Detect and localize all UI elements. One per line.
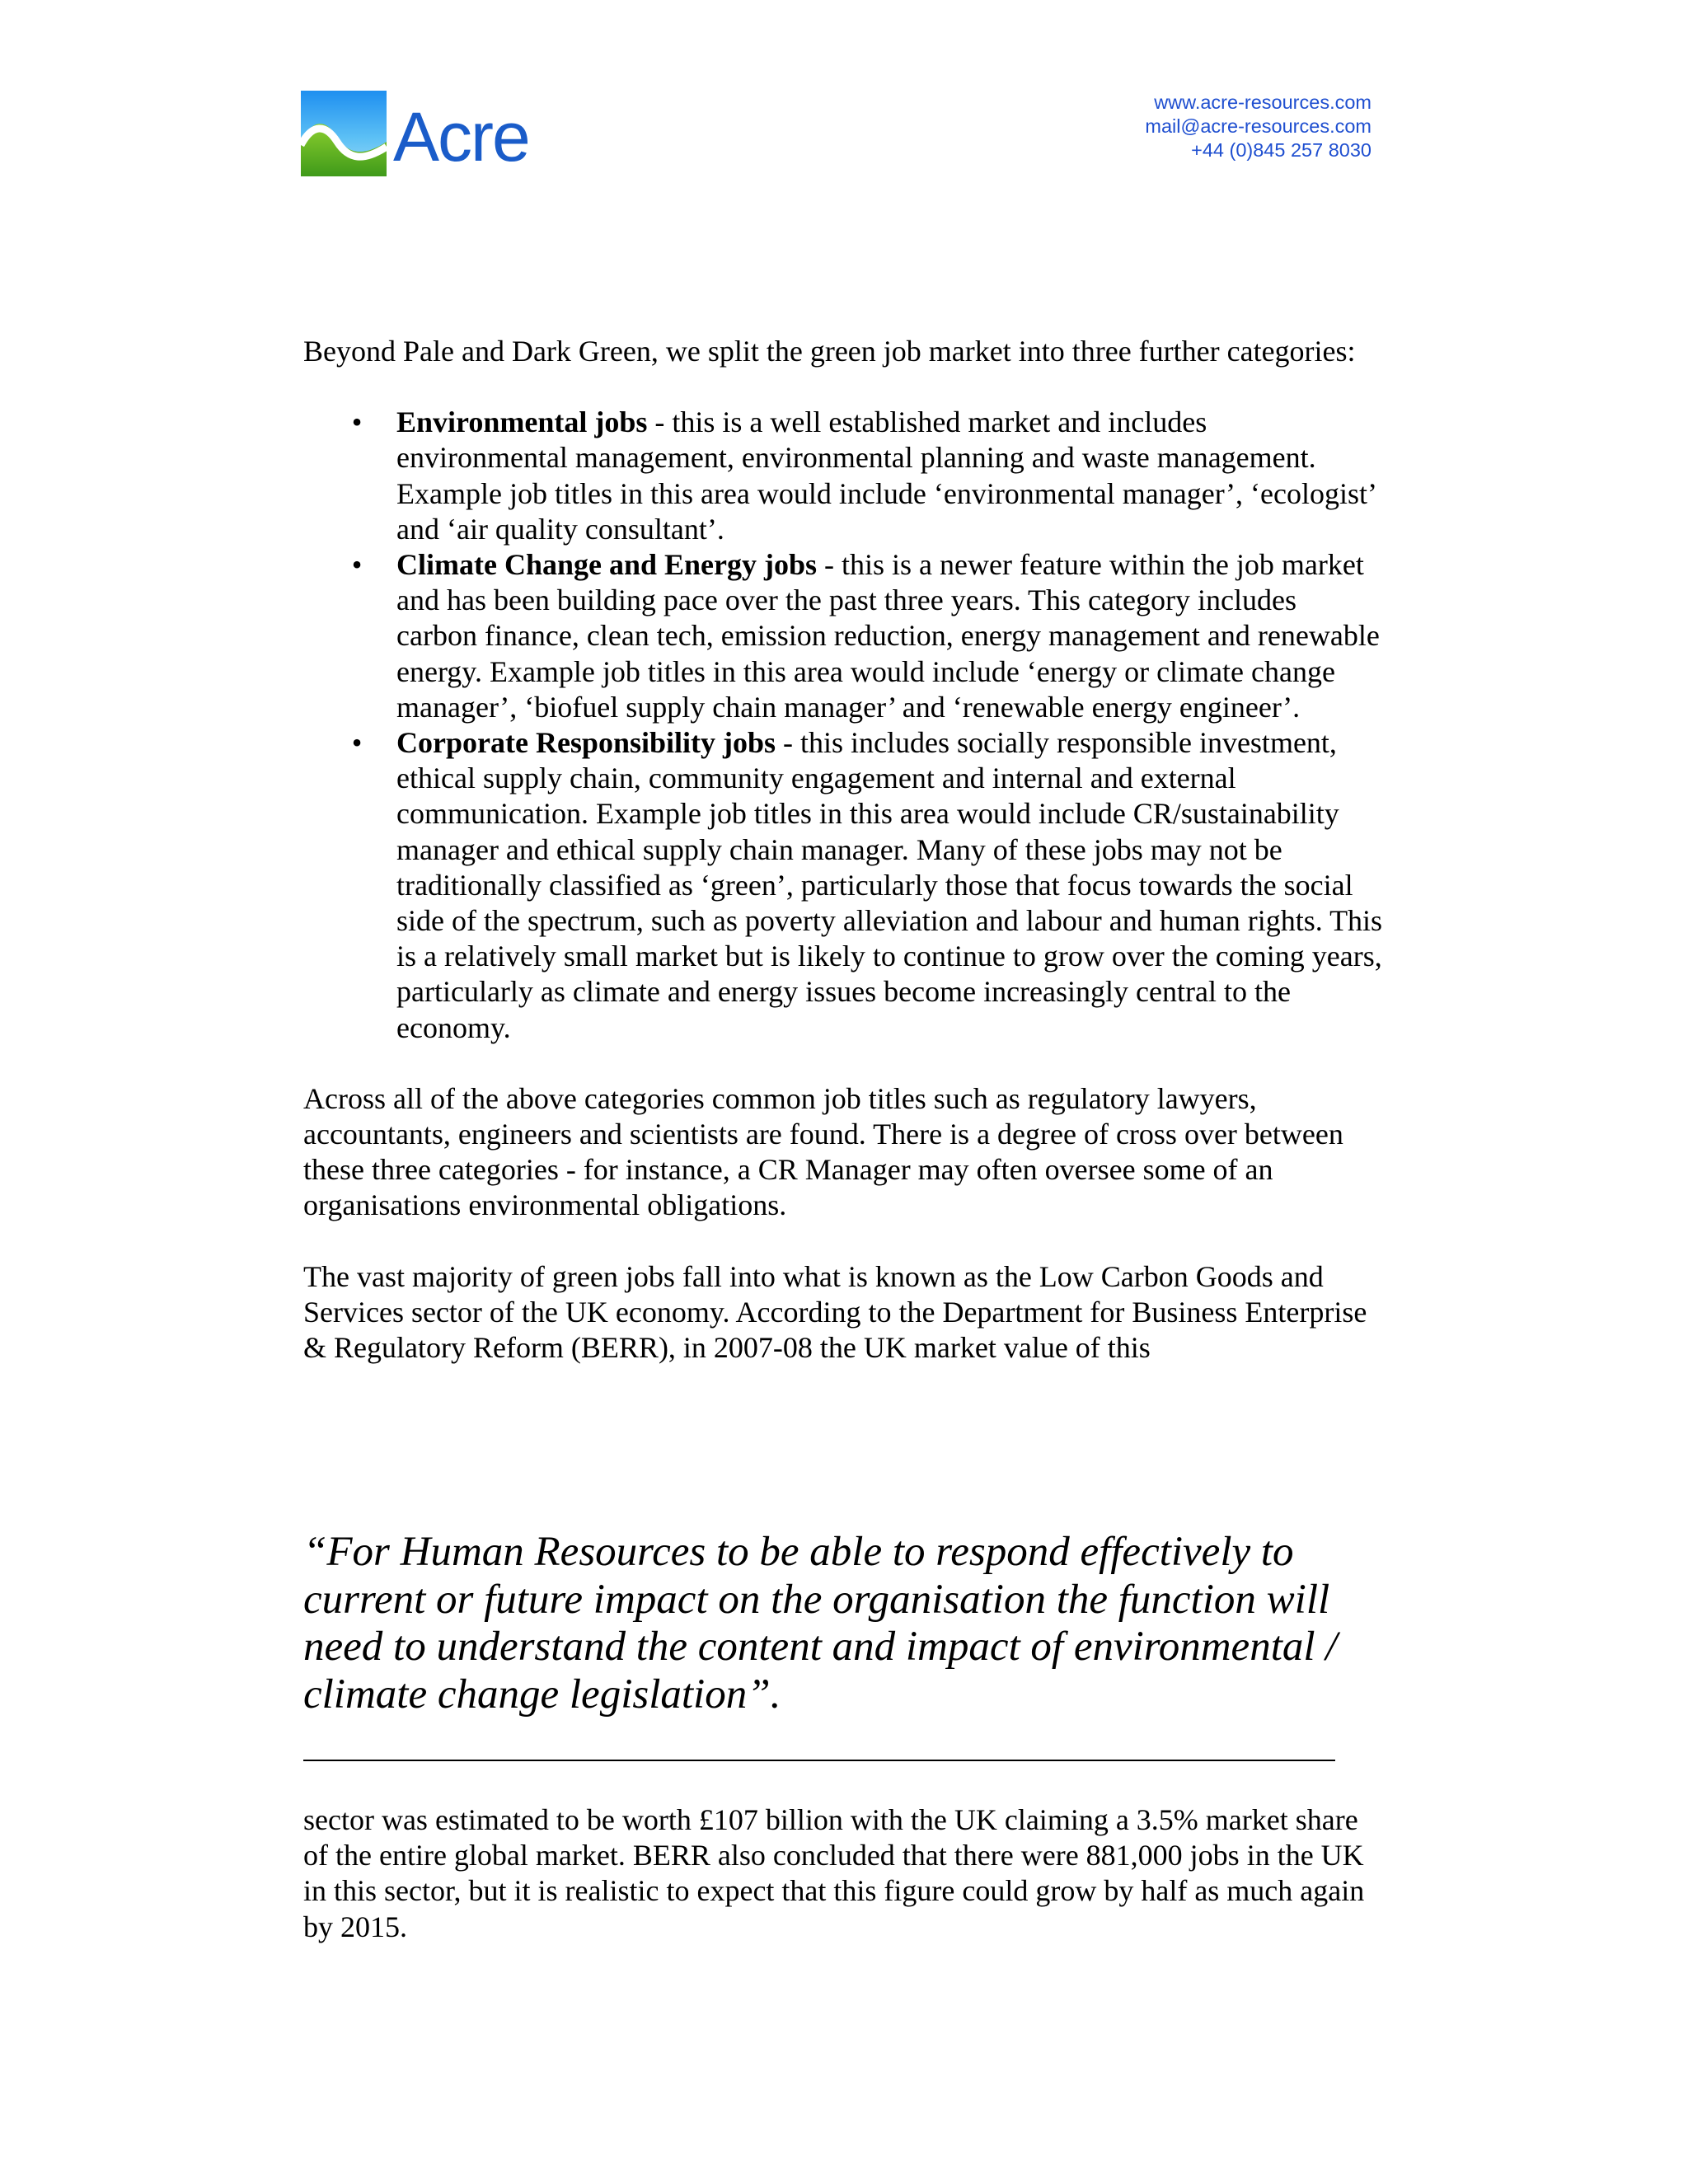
acre-logo-text: Acre — [393, 98, 529, 176]
paragraph-cross-over: Across all of the above categories common job titles such as regulatory lawyers, accountants, engineers and scientists are found. There is a degree of cross over between these three categories - for instance, a CR Manager may often oversee some of an organisations environmental obligations. — [303, 1081, 1343, 1222]
contact-block — [1145, 91, 1372, 162]
phone-number: +44 (0)845 257 8030 — [1191, 139, 1372, 161]
paragraph-low-carbon: The vast majority of green jobs fall into what is known as the Low Carbon Goods and Services sector of the UK economy. According to the Department for Business Enterprise & Regulatory Reform (BERR), in 2007-08 the UK market value of this — [303, 1259, 1367, 1365]
bullet-icon: • — [351, 726, 363, 760]
category-description: - this is a newer feature within the job market and has been building pace over the past three years. This category includes carbon finance, clean tech, emission reduction, energy management and renewable energy. Example job titles in this area would include ‘energy or climate change manager’, ‘biofuel supply chain manager’ and ‘renewable energy engineer’. — [396, 548, 1380, 724]
email-link[interactable]: mail@acre-resources.com — [1145, 115, 1372, 137]
intro-paragraph: Beyond Pale and Dark Green, we split the green job market into three further categories: — [303, 335, 1356, 368]
category-list — [303, 405, 1383, 1046]
category-description: - this is a well established market and includes environmental management, environmental planning and waste management. Example job titles in this area would include ‘environmental manager’, ‘ecologist’ and ‘air quality consultant’. — [396, 405, 1376, 546]
list-item-corporate-responsibility — [303, 725, 1383, 1046]
main-content — [303, 334, 1383, 1366]
list-item-environmental — [303, 405, 1383, 547]
category-term: Corporate Responsibility jobs — [396, 726, 776, 760]
bullet-icon: • — [351, 405, 363, 439]
website-link[interactable]: www.acre-resources.com — [1154, 91, 1372, 113]
category-term: Climate Change and Energy jobs — [396, 548, 818, 582]
list-item-climate-energy — [303, 547, 1383, 725]
acre-logo-mark-icon — [301, 91, 387, 176]
pull-quote: “For Human Resources to be able to respond effectively to current or future impact on the organisation the function will need to understand the content and impact of environmental / climate change legislation”. — [303, 1529, 1338, 1718]
bullet-icon: • — [351, 548, 363, 582]
acre-logo — [301, 91, 540, 177]
paragraph-continuation: sector was estimated to be worth £107 billion with the UK claiming a 3.5% market share of the entire global market. BERR also concluded that there were 881,000 jobs in the UK in this sector, but it is realistic to expect that this figure could grow by half as much again by 2015. — [303, 1803, 1365, 1943]
category-term: Environmental jobs — [396, 405, 648, 439]
pull-quote-divider — [303, 1760, 1335, 1761]
category-description: - this includes socially responsible investment, ethical supply chain, community engagement and internal and external communication. Example job titles in this area would include CR/sustainability manager and ethical supply chain manager. Many of these jobs may not be traditionally classified as ‘green’, particularly those that focus towards the social side of the spectrum, such as poverty alleviation and labour and human rights. This is a relatively small market but is likely to continue to grow over the coming years, particularly as climate and energy issues become increasingly central to the economy. — [396, 726, 1383, 1044]
